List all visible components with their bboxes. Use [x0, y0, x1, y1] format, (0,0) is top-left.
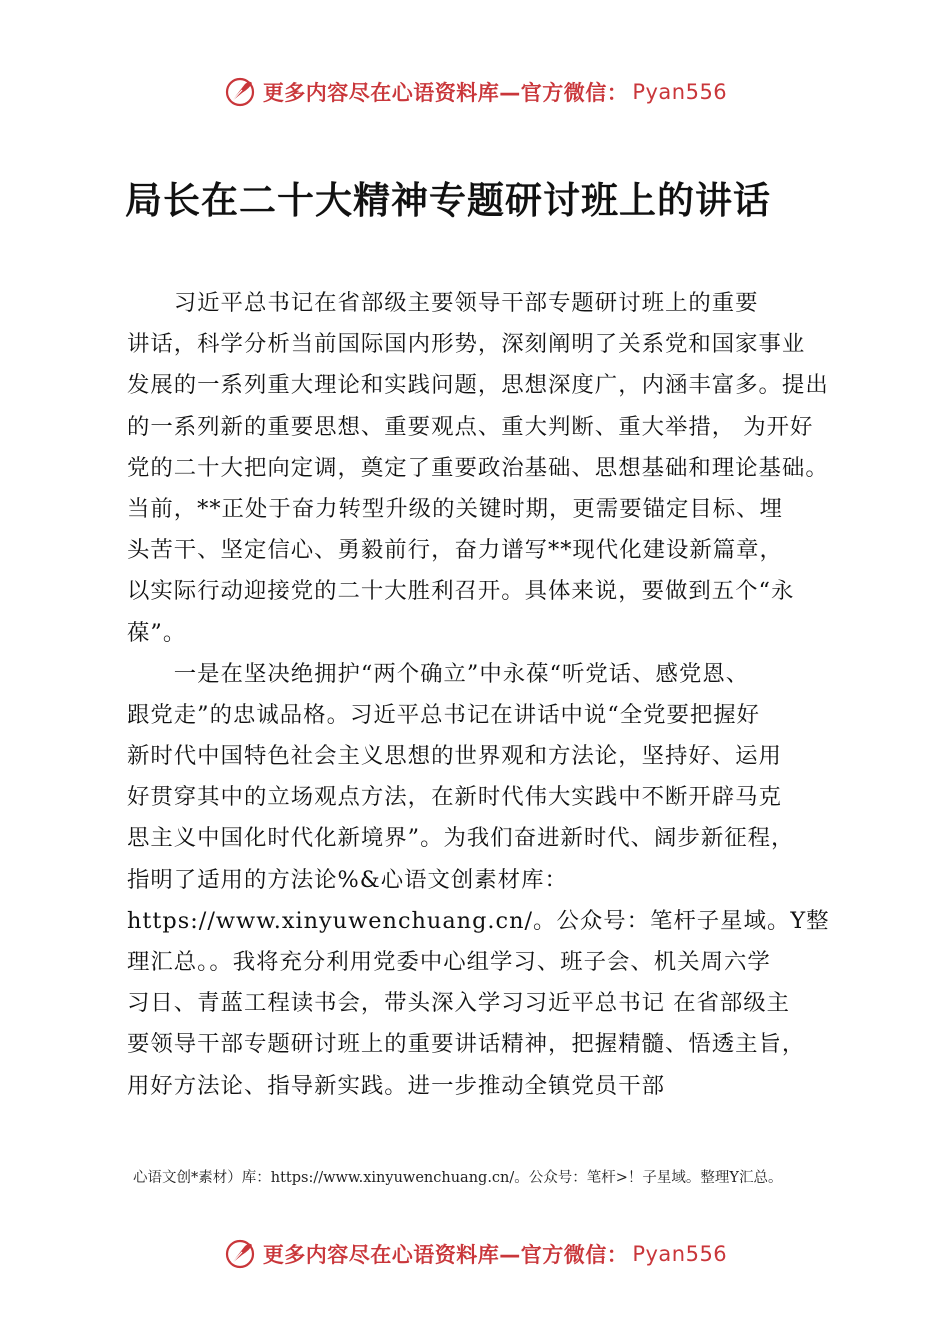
- body-line: 党的二十大把向定调，奠定了重要政治基础、思想基础和理论基础。: [127, 454, 829, 481]
- body-line: 习近平总书记在省部级主要领导干部专题研讨班上的重要: [127, 290, 759, 316]
- body-line: 发展的一系列重大理论和实践问题，思想深度广，内涵丰富多。提出: [127, 372, 829, 399]
- body-line: 的一系列新的重要思想、重要观点、重大判断、重大举措， 为开好: [127, 413, 814, 440]
- document-title: 局长在二十大精神专题研讨班上的讲话: [125, 179, 771, 222]
- body-line: 思主义中国化时代化新境界”。为我们奋进新时代、阔步新征程，: [127, 825, 795, 852]
- body-line: 好贯穿其中的立场观点方法，在新时代伟大实践中不断开辟马克: [127, 784, 782, 811]
- quill-logo-icon: [223, 75, 257, 109]
- body-line: 跟党走”的忠诚品格。习近平总书记在讲话中说“全党要把握好: [127, 701, 761, 728]
- body-line: https://www.xinyuwenchuang.cn/。公众号：笔杆子星域。Y整: [127, 907, 830, 934]
- banner-text: 更多内容尽在心语资料库—官方微信：: [262, 1243, 629, 1267]
- header-banner: [0, 72, 950, 112]
- body-line: 新时代中国特色社会主义思想的世界观和方法论，坚持好、运用: [127, 743, 782, 770]
- body-line: 理汇总。。我将充分利用党委中心组学习、班子会、机关周六学: [127, 949, 771, 975]
- body-line: 用好方法论、指导新实践。进一步推动全镇党员干部: [127, 1072, 665, 1099]
- body-line: 讲话，科学分析当前国际国内形势，深刻阐明了关系党和国家事业: [127, 331, 806, 358]
- quill-logo-icon: [223, 1237, 257, 1271]
- body-line: 要领导干部专题研讨班上的重要讲话精神，把握精髓、悟透主旨，: [127, 1031, 806, 1058]
- body-line: 葆”。: [127, 619, 187, 646]
- banner-text: 更多内容尽在心语资料库—官方微信：: [262, 81, 629, 105]
- body-line: 一是在坚决绝拥护“两个确立”中永葆“听党话、感党恩、: [127, 660, 750, 687]
- footer-banner: [0, 1234, 950, 1274]
- body-line: 习日、青蓝工程读书会，带头深入学习习近平总书记 在省部级主: [127, 990, 791, 1017]
- body-line: 以实际行动迎接党的二十大胜利召开。具体来说，要做到五个“永: [127, 578, 795, 605]
- body-line: 当前，**正处于奋力转型升级的关键时期，更需要锚定目标、埋: [127, 495, 783, 522]
- body-line: 指明了适用的方法论%&心语文创素材库：: [127, 866, 568, 893]
- banner-handle: Pyan556: [632, 1242, 728, 1266]
- body-line: 头苦干、坚定信心、勇毅前行，奋力谱写**现代化建设新篇章，: [127, 537, 783, 564]
- banner-handle: Pyan556: [632, 80, 728, 104]
- document-body: [127, 283, 847, 1107]
- footer-note: 心语文创*素材）库：https://www.xinyuwenchuang.cn/。公众号：笔杆>！子星域。整理Y汇总。: [133, 1170, 783, 1186]
